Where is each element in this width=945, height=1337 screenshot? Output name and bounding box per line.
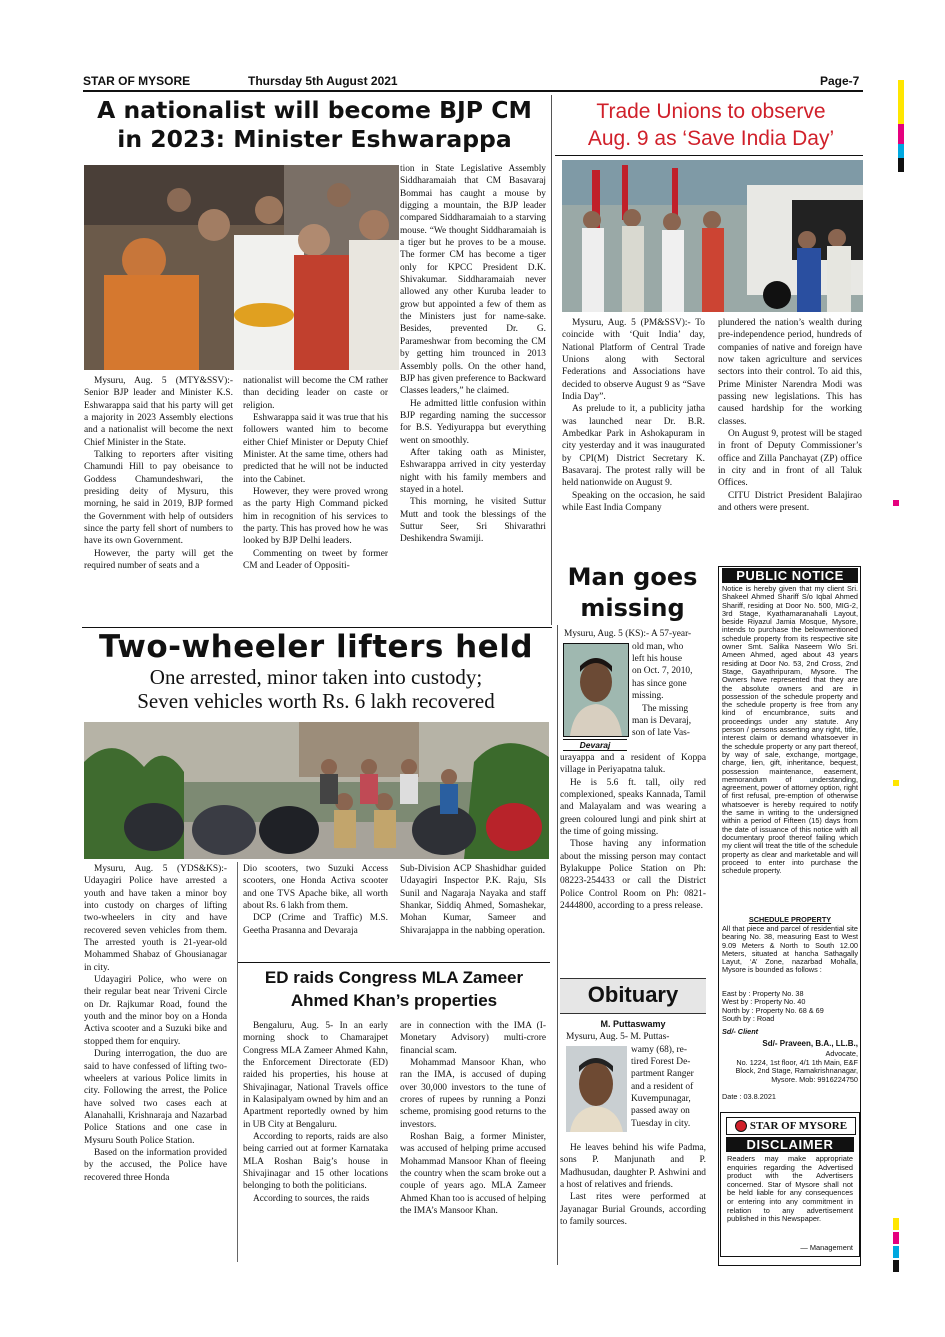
- client-sign: Sd/- Client: [722, 1027, 759, 1036]
- story3-col2: [243, 863, 388, 937]
- paragraph: He admitted little confusion within BJP regarding naming the successor for B.S. Yediyurappa but everything went on smoothly.: [400, 398, 546, 446]
- schedule-bounds: [722, 990, 858, 1023]
- paragraph: However, the party will get the required number of seats and a: [84, 548, 233, 572]
- color-bar: [893, 1232, 899, 1244]
- story3-col1: [84, 863, 227, 1184]
- text-line: son of late Vas-: [632, 728, 690, 739]
- text-line: man is Devaraj,: [632, 715, 692, 726]
- story5-headline-line2: missing: [580, 594, 685, 622]
- story2-col2: [718, 317, 862, 515]
- story5-headline: [560, 562, 705, 624]
- text-line: Mysuru, Aug. 5 (KS):- A 57-year-: [564, 629, 692, 639]
- devaraj-photo: [563, 643, 629, 737]
- paragraph: Mysuru, Aug. 5 (YDS&KS):- Udayagiri Police have arrested a youth and have taken a minor boy into custody on charges of lifting two-wheelers in city and have recovered seven vehicles from them. The arrested youth is 21-year-old Mohammed Shabaz of Ghousianagar in city.: [84, 864, 227, 973]
- disclaimer-sign: — Management: [800, 1243, 853, 1252]
- paragraph: DCP (Crime and Traffic) M.S. Geetha Prasanna and Devaraja: [243, 913, 388, 936]
- obituary-heading: Obituary: [587, 982, 679, 1007]
- paragraph: Mohammad Mansoor Khan, who ran the IMA, is accused of duping over 30,000 investors to the tune of crores of rupees by running a Ponzi scheme, promising good returns to the investors.: [400, 1058, 546, 1130]
- text-line: Mysuru, Aug. 5- M. Puttas-: [566, 1032, 670, 1042]
- text-line: passed away on: [631, 1106, 690, 1117]
- paragraph: Commenting on tweet by former CM and Leader of Oppositi-: [243, 548, 388, 572]
- paragraph: On August 9, protest will be staged in front of Deputy Commissioner’s office and Zilla Panchayat (ZP) office in city and in front of all Taluk Offices.: [718, 429, 862, 489]
- paragraph: tion in State Legislative Assembly Siddharamaiah that CM Basavaraj Bommai has caught a mouse by digging a mountain, the BJP leader compared Siddharamaiah to a starving mouse. “We thought Siddharamaiah is a tiger but he proves to be a mouse. The former CM has become a tiger only for KPCC President D.K. Shivakumar. Siddharamaiah never allowed any other Kuruba leader to grow but appointed a few of them as the Ministers just for name-sake. Besides, prevented Dr. G. Parameshwar from becoming the CM by getting him trounced in 2013 Assembly polls. On the other hand, BJP has given preference to Backward Classes leaders,” he claimed.: [400, 164, 546, 397]
- paragraph: He is 5.6 ft. tall, oily red complexioned, speaks Kannada, Tamil and Malayalam and was wearing a green coloured lungi and pink shirt at the time of going missing.: [560, 777, 706, 838]
- advocate-address: No. 1224, 1st floor, 4/1 1th Main, E&F Block, 2nd Stage, Ramakrishnanagar, Mysore. Mob: 9916224750: [735, 1058, 858, 1084]
- column-separator: [557, 625, 558, 1265]
- story4-col1: [243, 1020, 388, 1205]
- text-line: on Oct. 7, 2010,: [632, 666, 693, 677]
- paragraph: Sub-Division ACP Shashidhar guided Udayagiri Inspector P.K. Raju, SIs Sunil and Nagaraja Nayaka and staff Shankar, Siddiq Ahmed, Somashekar, Mohan Kumar, Sameer and Shivarajappa in the nabbing operation.: [400, 864, 546, 936]
- color-bar: [898, 124, 904, 144]
- story2-headline: [557, 98, 865, 152]
- story1-headline-line1: A nationalist will become BJP CM: [97, 96, 532, 124]
- color-bar: [898, 144, 904, 158]
- story5-lead-wrap: [632, 641, 706, 740]
- paragraph: Eshwarappa said it was true that his followers wanted him to become either Chief Minister or Deputy Chief Minister. At the same time, others had predicted that he will not be inducted into the Cabinet.: [243, 413, 388, 485]
- obituary-name: M. Puttaswamy: [600, 1019, 666, 1029]
- disclaimer-brand: [726, 1117, 856, 1135]
- story2-col1: [562, 317, 705, 515]
- column-separator: [237, 862, 238, 1262]
- bound-line: East by : Property No. 38: [722, 989, 804, 998]
- issue-date: Thursday 5th August 2021: [248, 74, 398, 88]
- public-notice-heading: PUBLIC NOTICE: [722, 568, 858, 583]
- color-bar: [893, 1260, 899, 1272]
- paragraph: CITU District President Balajirao and others were present.: [718, 490, 862, 514]
- paragraph: During interrogation, the duo are said to have confessed of lifting two-wheelers at various Police limits in city. Following the arrest, the Police have solved two cases each at Alanahalli, Krishnaraja and Nazarbad Police Stations and one case in Mysuru South Police Station.: [84, 1049, 227, 1146]
- schedule-heading: SCHEDULE PROPERTY: [748, 915, 832, 924]
- text-line: Kuvempunagar,: [631, 1093, 691, 1104]
- story3-headline: Two-wheeler lifters held: [98, 629, 534, 665]
- story1-headline-line2: in 2023: Minister Eshwarappa: [117, 125, 512, 153]
- paragraph: Bengaluru, Aug. 5- In an early morning shock to Chamarajpet Congress MLA Zameer Ahmed Kahn, the Enforcement Directorate (ED) raided his properties, his house at Shivajinagar, National Travels office in Kalasipalyam owned by him and an Apartment reportedly owned by him in UB City at Bengaluru.: [243, 1021, 388, 1130]
- color-bar: [893, 1246, 899, 1258]
- brand-name: STAR OF MYSORE: [749, 1120, 848, 1132]
- paper-name: STAR OF MYSORE: [83, 74, 191, 88]
- text-line: and a resident of: [631, 1081, 694, 1092]
- paragraph: Last rites were performed at Jayanagar Burial Grounds, according to family sources.: [560, 1192, 706, 1228]
- bound-line: North by : Property No. 68 & 69: [722, 1005, 824, 1015]
- bound-line: South by : Road: [722, 1013, 775, 1023]
- bound-line: West by : Property No. 40: [722, 997, 806, 1007]
- story4-col2: [400, 1020, 546, 1218]
- paragraph: According to reports, raids are also being carried out at former Karnataka MLA Roshan Baig’s house in Shivajinagar and 15 other locations belonging to both the politicians.: [243, 1132, 388, 1192]
- text-line: tired Forest De-: [631, 1056, 691, 1067]
- story1-col1: [84, 375, 233, 573]
- color-bar: [893, 780, 899, 786]
- story3-col3: [400, 863, 546, 937]
- paragraph: are in connection with the IMA (I-Monetary Advisory) multi-crore financial scam.: [400, 1021, 546, 1056]
- story1-headline: [82, 96, 547, 154]
- text-line: old man, who: [632, 641, 684, 652]
- paragraph: He leaves behind his wife Padma, sons P. Manjunath and P. Madhusudan, daughter P. Ashwini and a host of relatives and friends.: [560, 1143, 706, 1191]
- text-line: wamy (68), re-: [631, 1044, 687, 1055]
- advocate-title: Advocate,: [825, 1049, 858, 1058]
- paragraph: Dio scooters, two Suzuki Access scooters, one Honda Activa scooter and one TVS Apache bike, all worth about Rs. 6 lakh from them.: [243, 864, 388, 912]
- story4-headline-line1: ED raids Congress MLA Zameer: [264, 968, 524, 987]
- paragraph: According to sources, the raids: [253, 1193, 370, 1204]
- disclaimer-text: Readers may make appropriate enquiries regarding the Advertised product with the Advertisers concerned. Star of Mysore shall not be held liable for any consequences or entering into any commitment in relation to any advertisement published in this Newspaper.: [727, 1154, 853, 1224]
- public-notice-text: Notice is hereby given that my client Sri. Shakeel Ahmed Shariff S/o Iqbal Ahmed Shariff, residing at Door No. 500, MIG-2, 3rd Stage, Kyathamaranahalli Layout, beside Riyazul Jamia Mosque, Mysore, intends to purchase the belowmentioned schedule property from its respective site owner Smt. Salika Naseem W/o Sri. Ameen Ahmed, aged about 43 years residing at Door No. 53, 2nd Cross, 2nd Stage, Gayathripuram, Mysore. The Owners have represented that they are the absolute owners and are in possession of the schedule property and the schedule property is free from any kind of encumbrance, suits and proceedings under any statute. Any person / persons asserting any right, title, interest claim or demand whatsoever in the schedule property or any part thereof, by way of sale, exchange, mortgage, charge, lien, gift, inheritance, bequest, possession maintenance, easement, memorandum of understanding, agreement, power of attorney option, right of first refusal, pre-emption of otherwise whatsoever is hereby required to notify the same in writing to the undersigned within a period of Fifteen (15) days from the date of issuance of this notice with all documentary proof thereof failing which my client will treat the title of the schedule property as clear and marketable and will proceed to enter into purchase the schedule property.: [722, 584, 858, 876]
- notice-date: Date : 03.8.2021: [722, 1092, 776, 1101]
- column-separator: [551, 95, 552, 625]
- paragraph: As prelude to it, a publicity jatha was launched near Dr. B.R. Ambedkar Park in Ashokapuram in city yesterday and it was inaugurated by CPI(M) District Secretary K. Basavaraj. The protest rally will be held nationwide on August 9.: [562, 404, 705, 489]
- story1-col3: [400, 163, 546, 546]
- story5-body: [560, 752, 706, 912]
- story2-headline-line1: Trade Unions to observe: [596, 100, 826, 123]
- photo-caption: Devaraj: [563, 739, 627, 751]
- paragraph: Based on the information provided by the accused, the Police have recovered three Honda: [84, 1147, 227, 1183]
- puttaswamy-photo: [566, 1046, 627, 1132]
- paragraph: Roshan Baig, a former Minister, was accused of helping prime accused Mohammad Mansoor Khan of fleeing the country when the scam broke out a couple of years ago. MLA Zameer Ahmed Khan too is accused of helping the IMA’s Mansoor Khan.: [400, 1132, 546, 1217]
- paragraph: nationalist will become the CM rather than deciding leader on caste or religion.: [243, 376, 388, 411]
- divider: [238, 962, 550, 963]
- recovered-vehicles-photo: [84, 722, 549, 859]
- text-line: partment Ranger: [631, 1069, 694, 1080]
- story1-col2: [243, 375, 388, 573]
- obituary-lead: [566, 1031, 706, 1043]
- story4-headline-line2: Ahmed Khan’s properties: [290, 991, 498, 1010]
- story3-subheadline-line2: Seven vehicles worth Rs. 6 lakh recovered: [137, 689, 495, 713]
- paragraph: However, they were proved wrong as the party High Command picked him in recognition of his services to the party. This has proved how he was looked by BJP Delhi leaders.: [243, 487, 388, 547]
- paragraph: Udayagiri Police, who were on their regular beat near Triveni Circle on Dr. Rajkumar Road, found the youth and the minor boy on a Honda Activa scooter and a Suzuki bike and stopped them for enquiry.: [84, 975, 227, 1047]
- paragraph: Mysuru, Aug. 5 (PM&SSV):- To coincide with ‘Quit India’ day, National Platform of Central Trade Unions along with Sectoral Federations and Associations have decided to observe August 9 as “Save India Day”.: [562, 318, 705, 403]
- color-bar: [893, 500, 899, 506]
- color-bar: [898, 80, 904, 124]
- eshwarappa-photo: [84, 165, 399, 370]
- obituary-lead-wrap: [631, 1044, 706, 1130]
- story2-headline-line2: Aug. 9 as ‘Save India Day’: [587, 127, 835, 150]
- story5-headline-line1: Man goes: [567, 563, 698, 591]
- advocate-sign: Sd/- Praveen, B.A., LL.B.,: [762, 1039, 858, 1048]
- color-bar: [898, 158, 904, 172]
- page-number: Page-7: [820, 74, 860, 88]
- header-rule: [83, 90, 863, 92]
- paragraph: Those having any information about the missing person may contact Bylakuppe Police Station on Ph: 08223-254433 or call the District Police Control Room on Ph: 0821-2444800, according to a press release.: [560, 839, 706, 912]
- story4-headline: [238, 966, 550, 1012]
- paragraph: After taking oath as Minister, Eshwarappa arrived in city yesterday night with his family members and stayed in a hotel.: [400, 447, 546, 495]
- paragraph: plundered the nation’s wealth during pre-independence period, hundreds of companies of native and foreign have now taken agriculture and services sectors into their control. To aid this, Prime Minister Narendra Modi was passing new legislations. This has caused hardship for the working classes.: [718, 318, 862, 427]
- paragraph: Mysuru, Aug. 5 (MTY&SSV):- Senior BJP leader and Minister K.S. Eshwarappa said that his party will get a majority in 2023 Assembly elections and a nationalist will become the next Chief Minister in the State.: [84, 376, 233, 448]
- paragraph: urayappa and a resident of Koppa village in Periyapatna taluk.: [560, 753, 706, 776]
- schedule-text: All that piece and parcel of residential site bearing No. 38, measuring East to West 9.09 Meters & North to South 12.00 Meters, situated at hancha Sathagally Layut, ‘A’ Zone, nazarbad Mohalla, Mysore is bounded as follows :: [722, 924, 858, 975]
- trade-unions-photo: [562, 160, 863, 312]
- paragraph: This morning, he visited Suttur Mutt and took the blessings of the Suttur Seer, Sri Shivarathri Deshikendra Swamiji.: [400, 497, 546, 545]
- text-line: has since gone: [632, 678, 687, 689]
- paragraph: Speaking on the occasion, he said while East India Company: [562, 490, 705, 514]
- text-line: Tuesday in city.: [631, 1118, 691, 1129]
- story5-lead: [564, 628, 706, 640]
- text-line: missing.: [632, 691, 664, 702]
- color-bar: [893, 1218, 899, 1230]
- story3-subheadline-line1: One arrested, minor taken into custody;: [149, 665, 483, 689]
- divider: [555, 155, 863, 156]
- obituary-body: [560, 1142, 706, 1228]
- logo-icon: [735, 1120, 747, 1132]
- story3-subheadline: [82, 665, 550, 713]
- disclaimer-heading: DISCLAIMER: [726, 1137, 854, 1152]
- text-line: left his house: [632, 653, 682, 664]
- text-line: The missing: [642, 703, 689, 714]
- paragraph: Talking to reporters after visiting Chamundi Hill to pay obeisance to Goddess Chamundeshwari, the presiding deity of Mysuru, this morning, he said in 2019, BJP formed the Government with help of outsiders since the party fell short of numbers to have its own Government.: [84, 450, 233, 547]
